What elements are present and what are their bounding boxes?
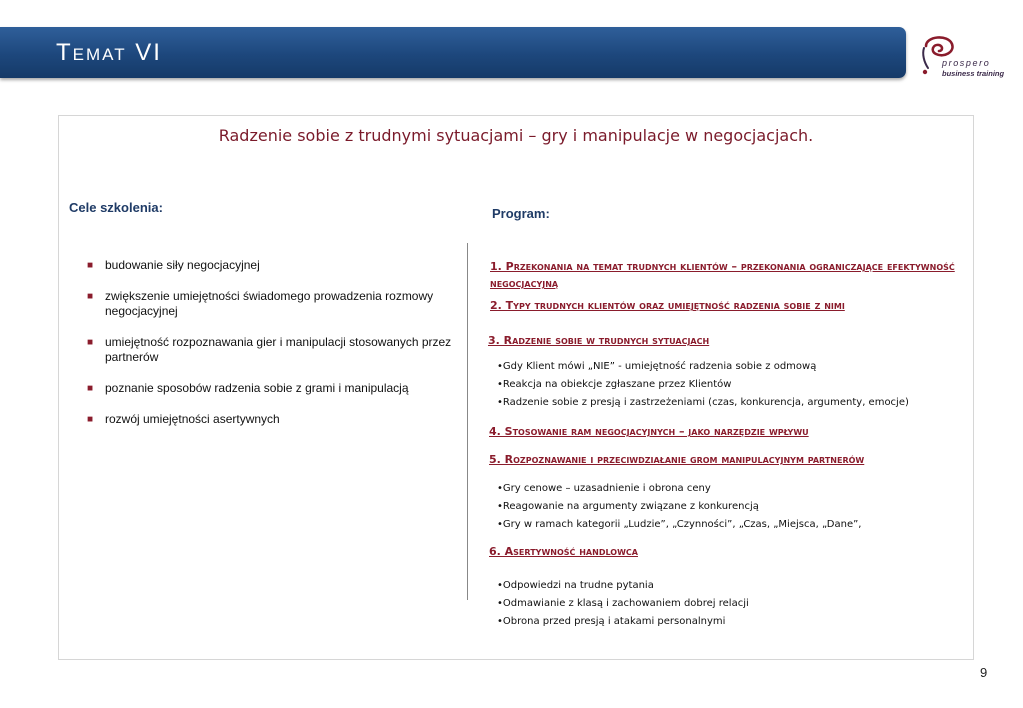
program-subitem: •Gdy Klient mówi „NIE” - umiejętność radzenia sobie z odmową — [497, 361, 817, 372]
program-subitem: •Gry w ramach kategorii „Ludzie”, „Czynności”, „Czas, „Miejsca, „Dane”, — [497, 519, 862, 530]
prospero-logo — [918, 32, 1018, 82]
goal-item — [87, 412, 457, 427]
program-section-3-list — [497, 358, 909, 412]
goal-text: umiejętność rozpoznawania gier i manipulacji stosowanych przez partnerów — [105, 335, 452, 364]
page-number: 9 — [980, 665, 988, 680]
program-subitem: •Odmawianie z klasą i zachowaniem dobrej relacji — [497, 598, 749, 609]
square-bullet-icon: ■ — [87, 337, 94, 348]
goal-text: budowanie siły negocjacyjnej — [105, 258, 260, 272]
program-section-6-list — [497, 577, 749, 631]
program-heading: Program: — [492, 206, 550, 221]
program-subitem: •Reakcja na obiekcje zgłaszane przez Klientów — [497, 379, 732, 390]
program-section-5-list — [497, 480, 861, 534]
program-section-4: 4. Stosowanie ram negocjacyjnych – jako narzędzie wpływu — [489, 425, 809, 438]
program-subitem: •Odpowiedzi na trudne pytania — [497, 580, 654, 591]
square-bullet-icon: ■ — [87, 260, 94, 271]
column-divider — [467, 243, 468, 600]
goal-text: rozwój umiejętności asertywnych — [105, 412, 280, 426]
program-subitem: •Reagowanie na argumenty związane z konkurencją — [497, 501, 759, 512]
logo-tagline: business training — [942, 69, 1005, 78]
header-title: Temat VI — [56, 39, 162, 66]
program-section-5: 5. Rozpoznawanie i przeciwdziałanie grom manipulacyjnym partnerów — [489, 453, 865, 466]
goal-item — [87, 258, 457, 273]
program-subitem: •Gry cenowe – uzasadnienie i obrona ceny — [497, 483, 711, 494]
goals-list — [87, 258, 457, 443]
header-banner — [0, 27, 906, 78]
content-panel — [58, 115, 974, 660]
goal-item — [87, 381, 457, 396]
program-subitem: •Obrona przed presją i atakami personalnymi — [497, 616, 726, 627]
goal-text: zwiększenie umiejętności świadomego prowadzenia rozmowy negocjacyjnej — [105, 289, 434, 318]
program-section-2: 2. Typy trudnych klientów oraz umiejętność radzenia sobie z nimi — [490, 299, 845, 312]
program-subitem: •Radzenie sobie z presją i zastrzeżeniami (czas, konkurencja, argumenty, emocje) — [497, 397, 909, 408]
page-title: Radzenie sobie z trudnymi sytuacjami – gry i manipulacje w negocjacjach. — [218, 126, 814, 145]
logo-wordmark: prospero — [942, 58, 991, 68]
goal-item — [87, 289, 457, 319]
goal-item — [87, 335, 457, 365]
program-section-1: 1. Przekonania na temat trudnych klientów – przekonania ograniczające efektywność negocjacyjną — [490, 260, 955, 290]
program-section-6: 6. Asertywność handlowca — [489, 545, 638, 558]
square-bullet-icon: ■ — [87, 291, 94, 302]
program-section-3: 3. Radzenie sobie w trudnych sytuacjach — [488, 334, 710, 347]
goals-heading: Cele szkolenia: — [69, 200, 163, 215]
goal-text: poznanie sposobów radzenia sobie z grami i manipulacją — [105, 381, 409, 395]
square-bullet-icon: ■ — [87, 414, 94, 425]
square-bullet-icon: ■ — [87, 383, 94, 394]
